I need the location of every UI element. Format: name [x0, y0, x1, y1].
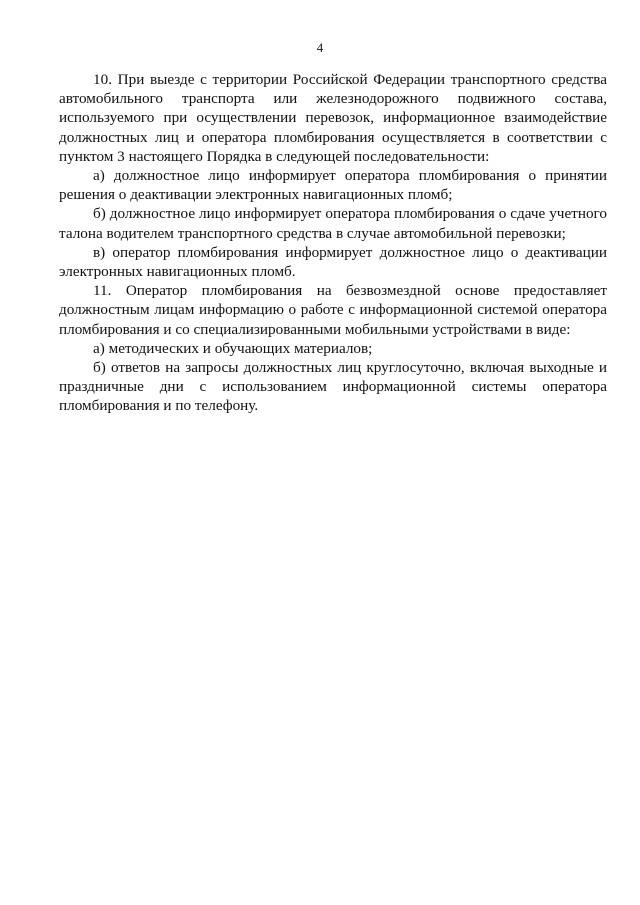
paragraph-11: 11. Оператор пломбирования на безвозмездной основе предоставляет должностным лицам информацию о работе с информационной системой оператора пломбирования и со специализированными мобильными устройствами в виде:	[59, 282, 607, 338]
paragraph-10-b: б) должностное лицо информирует оператора пломбирования о сдаче учетного талона водителем транспортного средства в случае автомобильной перевозки;	[59, 205, 607, 242]
paragraph-11-a: а) методических и обучающих материалов;	[93, 339, 373, 357]
document-body	[59, 70, 607, 416]
paragraph-10-a: а) должностное лицо информирует оператора пломбирования о принятии решения о деактивации электронных навигационных пломб;	[59, 167, 607, 204]
paragraph-11-b: б) ответов на запросы должностных лиц круглосуточно, включая выходные и праздничные дни с использованием информационной системы оператора пломбирования и по телефону.	[59, 359, 607, 415]
paragraph-10-v: в) оператор пломбирования информирует должностное лицо о деактивации электронных навигационных пломб.	[59, 243, 607, 281]
page-number: 4	[316, 40, 324, 55]
paragraph-10: 10. При выезде с территории Российской Федерации транспортного средства автомобильного транспорта или железнодорожного подвижного состава, используемого при осуществлении перевозок, информационное взаимодействие должностных лиц и оператора пломбирования осуществляется в соответствии с пунктом 3 настоящего Порядка в следующей последовательности:	[59, 71, 607, 165]
